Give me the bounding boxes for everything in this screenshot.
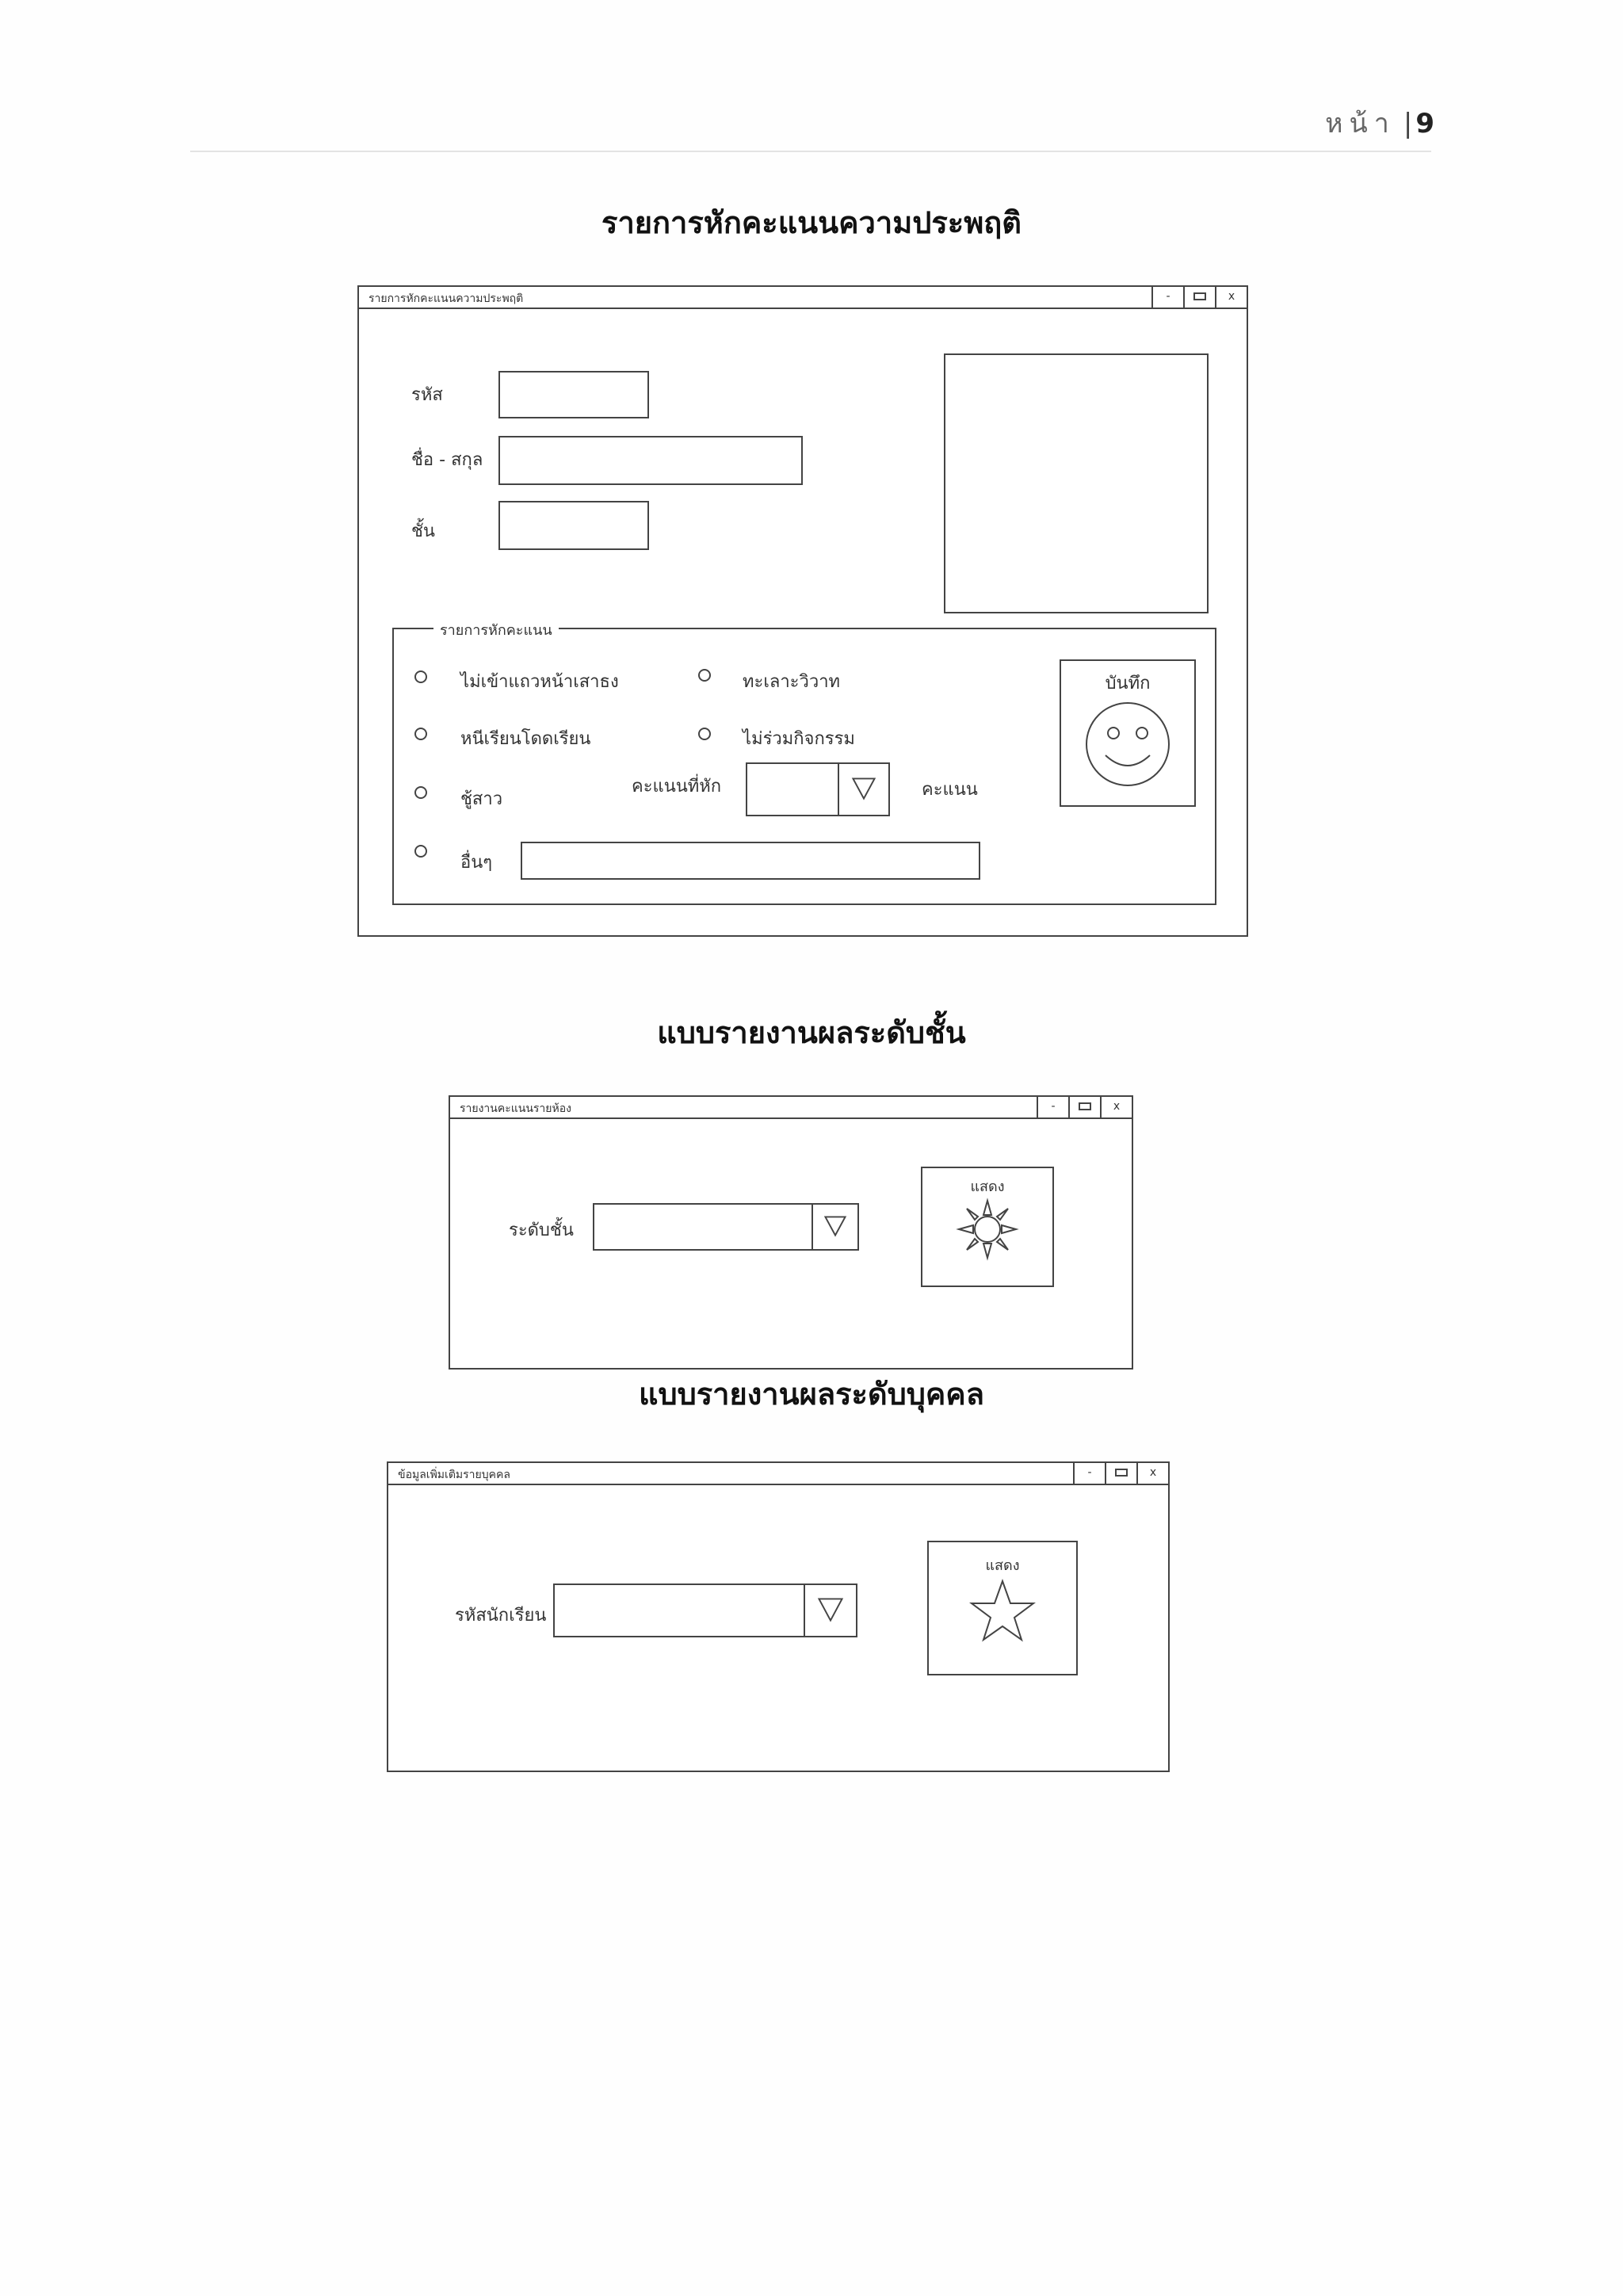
option-absent-assembly-label: ไม่เข้าแถวหน้าเสาธง xyxy=(460,672,619,692)
class-report-window xyxy=(449,1095,1133,1370)
minimize-button[interactable]: - xyxy=(1073,1463,1105,1484)
maximize-icon xyxy=(1115,1469,1128,1477)
deduction-group-title: รายการหักคะแนน xyxy=(433,618,559,641)
points-unit-label: คะแนน xyxy=(922,780,978,800)
header-rule xyxy=(190,151,1431,152)
page-label: หน้า xyxy=(1325,108,1396,139)
full-name-input[interactable] xyxy=(498,436,803,485)
triangle-down-icon xyxy=(813,1205,857,1249)
radio-no-activity[interactable] xyxy=(698,728,711,740)
option-fighting-label: ทะเลาะวิวาท xyxy=(743,672,841,692)
student-id-combobox[interactable] xyxy=(553,1584,857,1637)
star-icon xyxy=(967,1576,1038,1643)
maximize-button[interactable] xyxy=(1183,287,1215,308)
page-number xyxy=(1300,101,1434,141)
section-heading-individual-report: แบบรายงานผลระดับบุคคล xyxy=(638,1377,985,1412)
page-separator: | xyxy=(1403,108,1413,139)
radio-misconduct[interactable] xyxy=(414,786,427,799)
save-button-label: บันทึก xyxy=(1105,674,1151,693)
minimize-button[interactable]: - xyxy=(1037,1097,1068,1117)
deduction-window xyxy=(357,285,1248,937)
radio-skip-class[interactable] xyxy=(414,728,427,740)
student-id-dropdown-button[interactable] xyxy=(804,1585,856,1636)
student-code-input[interactable] xyxy=(498,371,649,418)
section-heading-deduction: รายการหักคะแนนความประพฤติ xyxy=(601,205,1022,240)
deduction-group xyxy=(392,622,1216,905)
show-button-label: แสดง xyxy=(985,1557,1020,1574)
radio-fighting[interactable] xyxy=(698,669,711,682)
points-dropdown-button[interactable] xyxy=(838,764,888,815)
other-input[interactable] xyxy=(521,842,980,880)
class-level-label: ระดับชั้น xyxy=(509,1221,574,1240)
option-misconduct-label: ชู้สาว xyxy=(460,789,503,809)
smiley-icon xyxy=(1080,697,1175,792)
maximize-icon xyxy=(1193,292,1206,300)
option-no-activity-label: ไม่ร่วมกิจกรรม xyxy=(743,729,855,749)
sun-icon xyxy=(956,1198,1019,1261)
student-photo-box xyxy=(944,353,1209,613)
window-title: รายงานคะแนนรายห้อง xyxy=(460,1102,571,1115)
points-label: คะแนนที่หัก xyxy=(632,777,722,797)
full-name-label: ชื่อ - สกุล xyxy=(411,450,483,470)
close-button[interactable]: x xyxy=(1100,1097,1132,1117)
class-level-dropdown-button[interactable] xyxy=(812,1205,857,1249)
close-button[interactable]: x xyxy=(1215,287,1247,308)
window-title: รายการหักคะแนนความประพฤติ xyxy=(369,292,524,305)
option-other-label: อื่นๆ xyxy=(460,853,493,873)
triangle-down-icon xyxy=(805,1585,856,1636)
triangle-down-icon xyxy=(839,764,888,815)
save-button[interactable] xyxy=(1060,659,1196,807)
option-skip-class-label: หนีเรียนโดดเรียน xyxy=(460,729,591,749)
student-id-label: รหัสนักเรียน xyxy=(455,1606,547,1626)
class-label: ชั้น xyxy=(411,521,435,541)
section-heading-class-report: แบบรายงานผลระดับชั้น xyxy=(657,1015,966,1050)
student-code-label: รหัส xyxy=(411,385,443,405)
page-number-value: 9 xyxy=(1415,108,1434,139)
individual-report-titlebar xyxy=(388,1463,1168,1485)
points-combobox[interactable] xyxy=(746,762,890,816)
maximize-button[interactable] xyxy=(1105,1463,1136,1484)
show-button-label: แสดง xyxy=(970,1179,1005,1195)
deduction-titlebar xyxy=(359,287,1247,309)
maximize-button[interactable] xyxy=(1068,1097,1100,1117)
window-title: ข้อมูลเพิ่มเติมรายบุคคล xyxy=(398,1469,510,1481)
radio-other[interactable] xyxy=(414,845,427,858)
show-individual-report-button[interactable] xyxy=(927,1541,1078,1675)
radio-absent-assembly[interactable] xyxy=(414,670,427,683)
class-level-combobox[interactable] xyxy=(593,1203,859,1251)
minimize-button[interactable]: - xyxy=(1151,287,1183,308)
class-report-titlebar xyxy=(450,1097,1132,1119)
maximize-icon xyxy=(1079,1102,1091,1110)
class-input[interactable] xyxy=(498,501,649,550)
close-button[interactable]: x xyxy=(1136,1463,1168,1484)
individual-report-window xyxy=(387,1461,1170,1772)
show-class-report-button[interactable] xyxy=(921,1167,1054,1287)
